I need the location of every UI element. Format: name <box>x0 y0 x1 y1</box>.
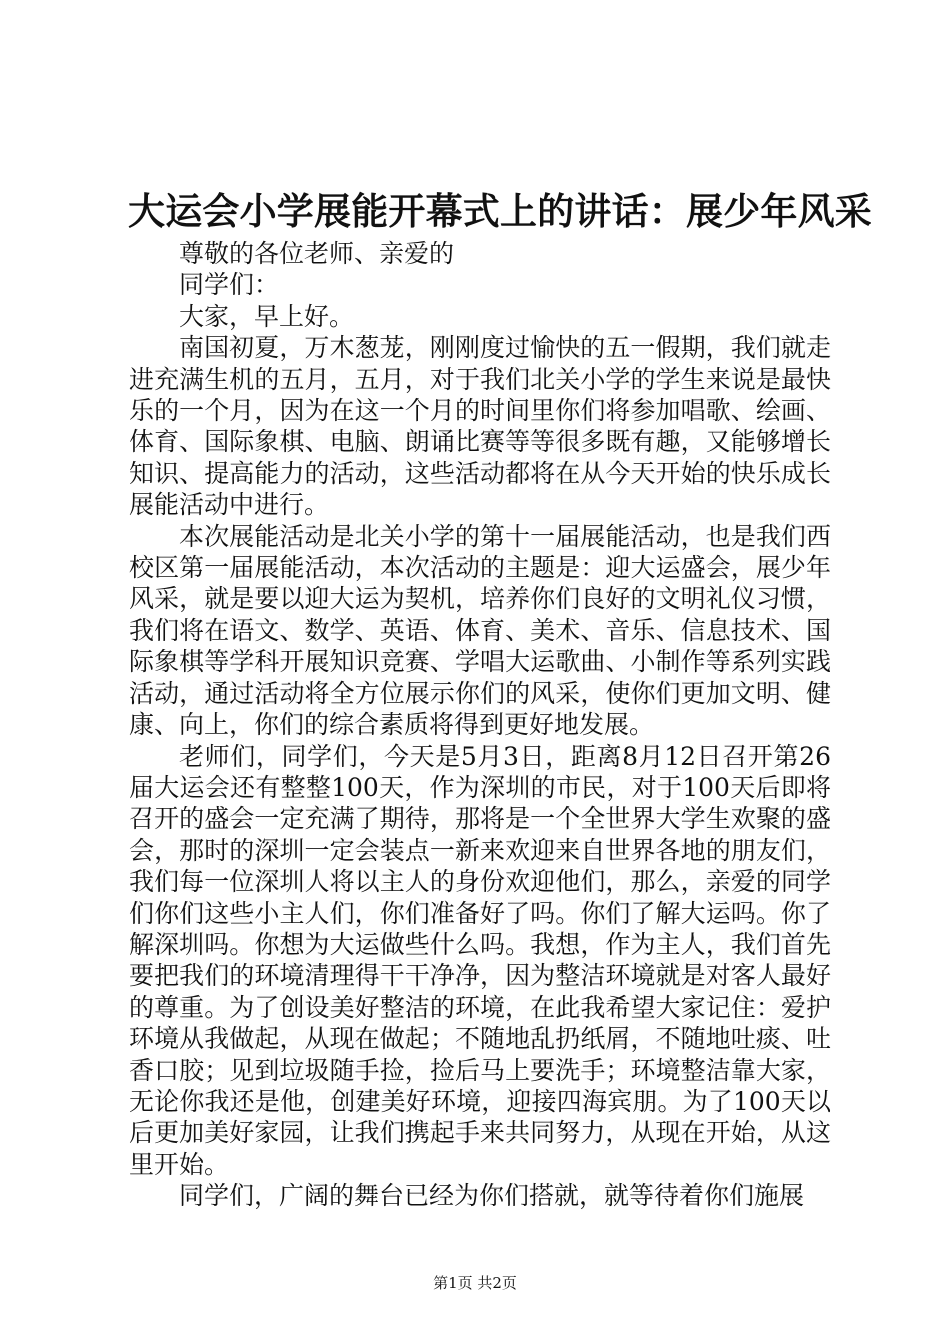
page-footer: 第1页 共2页 <box>433 1274 517 1292</box>
salutation-line-1: 尊敬的各位老师、亲爱的 <box>179 239 455 268</box>
salutation-line-2: 同学们： <box>179 270 280 300</box>
paragraph: 南国初夏，万木葱茏，刚刚度过愉快的五一假期，我们就走进充满生机的五月，五月，对于我们北关小学的学生来说是最快乐的一个月，因为在这一个月的时间里你们将参加唱歌、绘画、体育、国际象棋、电脑、朗诵比赛等等很多既有趣，又能够增长知识、提高能力的活动，这些活动都将在从今天开始的快乐成长展能活动中进行。 <box>129 333 831 520</box>
paragraph: 本次展能活动是北关小学的第十一届展能活动，也是我们西校区第一届展能活动，本次活动的主题是：迎大运盛会，展少年风采，就是要以迎大运为契机，培养你们良好的文明礼仪习惯，我们将在语文、数学、英语、体育、美术、音乐、信息技术、国际象棋等学科开展知识竞赛、学唱大运歌曲、小制作等系列实践活动，通过活动将全方位展示你们的风采，使你们更加文明、健康、向上，你们的综合素质将得到更好地发展。 <box>129 521 831 740</box>
document-title: 大运会小学展能开幕式上的讲话：展少年风采 <box>128 189 872 233</box>
document-body <box>129 238 831 1212</box>
paragraph: 老师们，同学们，今天是5月3日，距离8月12日召开第26届大运会还有整整100天，作为深圳的市民，对于100天后即将召开的盛会一定充满了期待，那将是一个全世界大学生欢聚的盛会，那时的深圳一定会装点一新来欢迎来自世界各地的朋友们，我们每一位深圳人将以主人的身份欢迎他们，那么，亲爱的同学们你们这些小主人们，你们准备好了吗。你们了解大运吗。你了解深圳吗。你想为大运做些什么吗。我想，作为主人，我们首先要把我们的环境清理得干干净净，因为整洁环境就是对客人最好的尊重。为了创设美好整洁的环境，在此我希望大家记住：爱护环境从我做起，从现在做起；不随地乱扔纸屑，不随地吐痰、吐香口胶；见到垃圾随手捡，捡后马上要洗手；环境整洁靠大家，无论你我还是他，创建美好环境，迎接四海宾朋。为了100天以后更加美好家园，让我们携起手来共同努力，从现在开始，从这里开始。 <box>129 741 831 1179</box>
greeting: 大家，早上好。 <box>179 301 355 331</box>
paragraph: 同学们，广阔的舞台已经为你们搭就，就等待着你们施展 <box>179 1181 805 1211</box>
